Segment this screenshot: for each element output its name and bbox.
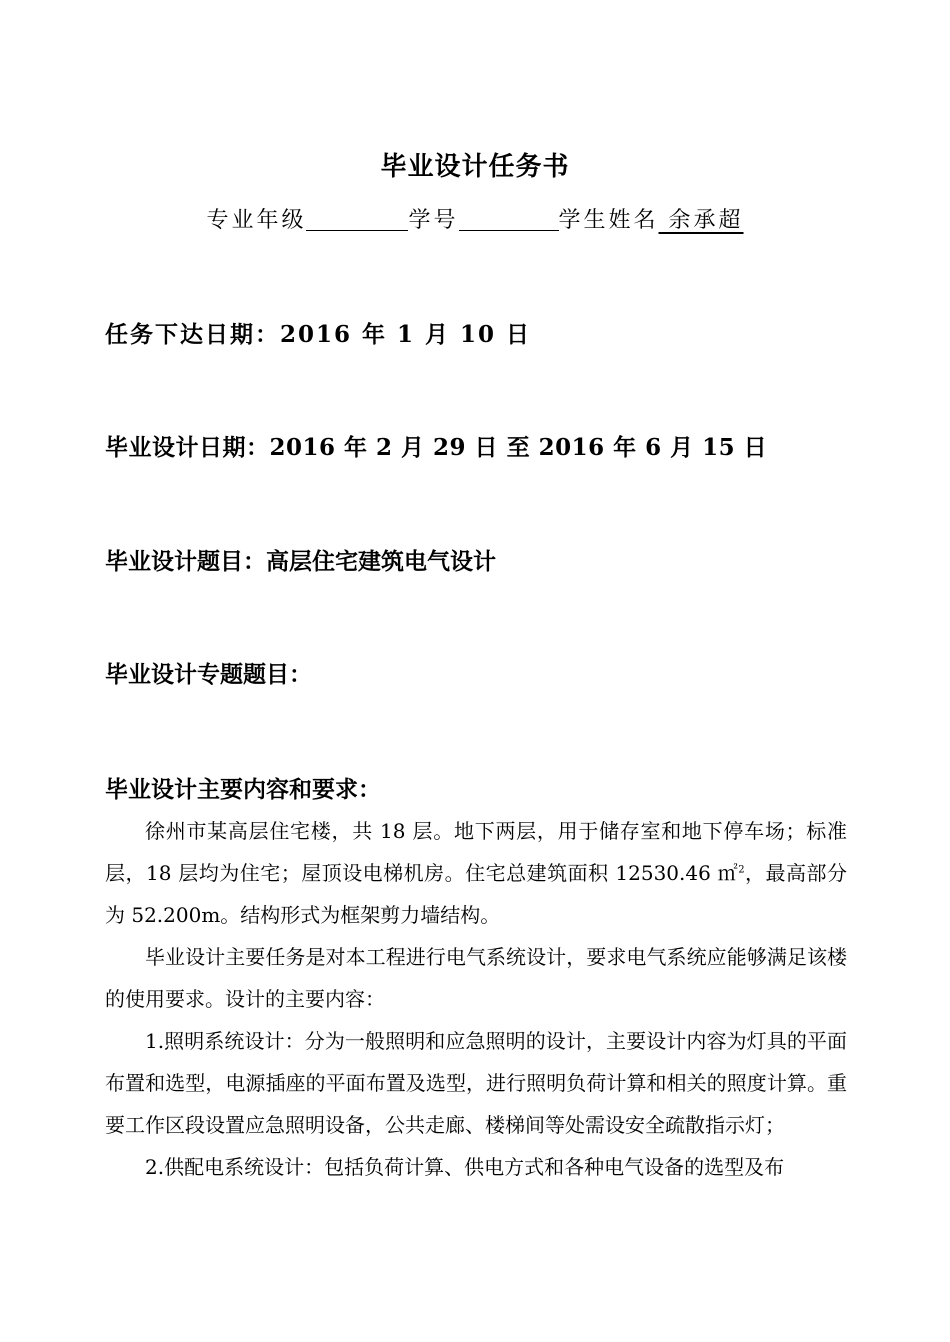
design-topic-heading: 毕业设计题目：高层住宅建筑电气设计 bbox=[105, 548, 496, 575]
paragraph-power-distribution: 2.供配电系统设计：包括负荷计算、供电方式和各种电气设备的选型及布 bbox=[145, 1155, 785, 1179]
content-body bbox=[105, 810, 847, 1188]
issue-date-heading: 任务下达日期：2016 年 1 月 10 日 bbox=[105, 321, 532, 348]
design-period-heading: 毕业设计日期：2016 年 2 月 29 日 至 2016 年 6 月 15 日 bbox=[105, 434, 768, 461]
student-name-value: 余承超 bbox=[658, 208, 744, 233]
major-grade-blank bbox=[306, 206, 408, 231]
content-requirements-heading: 毕业设计主要内容和要求： bbox=[105, 776, 381, 803]
major-grade-label: 专业年级 bbox=[206, 208, 307, 233]
paragraph-lighting-design: 1.照明系统设计：分为一般照明和应急照明的设计，主要设计内容为灯具的平面布置和选型，电源插座的平面布置及选型，进行照明负荷计算和相关的照度计算。重要工作区段设置应急照明设备，公共走廊、楼梯间等处需设安全疏散指示灯； bbox=[105, 1029, 847, 1137]
special-topic-heading: 毕业设计专题题目： bbox=[105, 661, 312, 688]
student-id-blank bbox=[459, 206, 559, 231]
student-id-label: 学号 bbox=[408, 208, 459, 233]
document-title: 毕业设计任务书 bbox=[380, 152, 570, 182]
student-info-line bbox=[0, 203, 950, 234]
paragraph-main-task: 毕业设计主要任务是对本工程进行电气系统设计，要求电气系统应能够满足该楼的使用要求。设计的主要内容： bbox=[105, 945, 847, 1011]
student-name-label: 学生姓名 bbox=[558, 208, 659, 233]
superscript-two: 2 bbox=[738, 864, 745, 876]
paragraph-project-overview: 徐州市某高层住宅楼，共 18 层。地下两层，用于储存室和地下停车场；标准层，18 层均为住宅；屋顶设电梯机房。住宅总建筑面积 12530.46 ㎡$^2$，最高部分为 52.200m。结构形式为框架剪力墙结构。 bbox=[105, 819, 848, 927]
